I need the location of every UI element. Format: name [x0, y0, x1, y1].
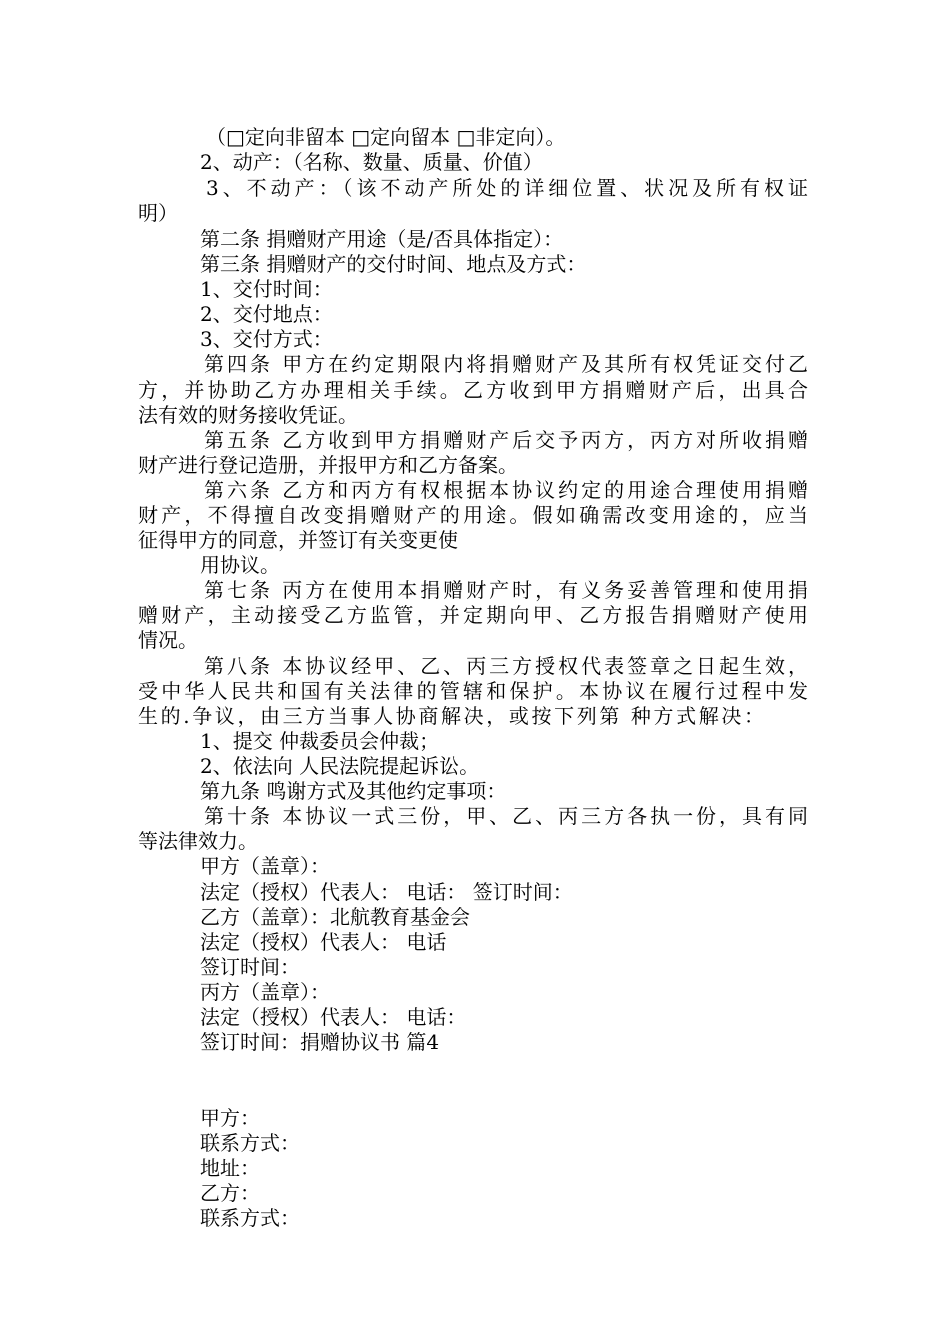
text-line: 联系方式：: [200, 1206, 300, 1230]
text-line: 法定（授权）代表人： 电话：: [200, 1005, 467, 1029]
text-line: 第二条 捐赠财产用途（是/否具体指定）：: [200, 227, 564, 251]
text-line: 丙方（盖章）：: [200, 980, 330, 1004]
text-line: 第七条 丙方在使用本捐赠财产时，有义务妥善管理和使用捐: [204, 578, 808, 602]
text-line: 第八条 本协议经甲、乙、丙三方授权代表签章之日起生效，: [204, 654, 808, 678]
text-line: 乙方（盖章）：北航教育基金会: [200, 905, 470, 929]
text-line: 第九条 鸣谢方式及其他约定事项：: [200, 779, 507, 803]
text-line: 甲方（盖章）：: [200, 854, 330, 878]
text-line: （□定向非留本 □定向留本 □非定向）。: [206, 125, 566, 149]
text-line: 3、交付方式：: [200, 327, 333, 351]
text-line: 征得甲方的同意，并签订有关变更使: [138, 528, 458, 552]
text-line: 第五条 乙方收到甲方捐赠财产后交予丙方，丙方对所收捐赠: [204, 428, 808, 452]
text-line: 情况。: [138, 628, 198, 652]
text-line: 明）: [138, 201, 178, 225]
text-line: 1、提交 仲裁委员会仲裁；: [200, 729, 440, 753]
text-line: 财产进行登记造册，并报甲方和乙方备案。: [138, 453, 518, 477]
text-line: 受中华人民共和国有关法律的管辖和保护。本协议在履行过程中发: [138, 679, 808, 703]
text-line: 第三条 捐赠财产的交付时间、地点及方式：: [200, 252, 587, 276]
text-line: 第六条 乙方和丙方有权根据本协议约定的用途合理使用捐赠: [204, 478, 808, 502]
text-line: 2、依法向 人民法院提起诉讼。: [200, 754, 480, 778]
text-line: 法有效的财务接收凭证。: [138, 403, 358, 427]
text-line: 签订时间：捐赠协议书 篇4: [200, 1030, 440, 1054]
text-line: 乙方：: [200, 1181, 260, 1205]
text-line: 联系方式：: [200, 1131, 300, 1155]
text-line: 2、动产：（名称、数量、质量、价值）: [200, 150, 543, 174]
text-line: 2、交付地点：: [200, 302, 333, 326]
text-line: 第四条 甲方在约定期限内将捐赠财产及其所有权凭证交付乙: [204, 352, 808, 376]
text-line: 地址：: [200, 1156, 260, 1180]
text-line: 等法律效力。: [138, 829, 258, 853]
text-line: 3、不动产：（该不动产所处的详细位置、状况及所有权证: [206, 176, 808, 200]
text-line: 签订时间：: [200, 955, 300, 979]
text-line: 甲方：: [200, 1106, 260, 1130]
text-line: 方，并协助乙方办理相关手续。乙方收到甲方捐赠财产后，出具合: [138, 378, 808, 402]
text-line: 1、交付时间：: [200, 277, 333, 301]
text-line: 法定（授权）代表人： 电话: [200, 930, 447, 954]
text-line: 第十条 本协议一式三份，甲、乙、丙三方各执一份，具有同: [204, 804, 808, 828]
text-line: 法定（授权）代表人： 电话： 签订时间：: [200, 880, 573, 904]
text-line: 用协议。: [200, 553, 280, 577]
text-line: 生的.争议，由三方当事人协商解决，或按下列第 种方式解决：: [138, 704, 764, 728]
text-line: 赠财产，主动接受乙方监管，并定期向甲、乙方报告捐赠财产使用: [138, 603, 808, 627]
text-line: 财产，不得擅自改变捐赠财产的用途。假如确需改变用途的，应当: [138, 503, 808, 527]
